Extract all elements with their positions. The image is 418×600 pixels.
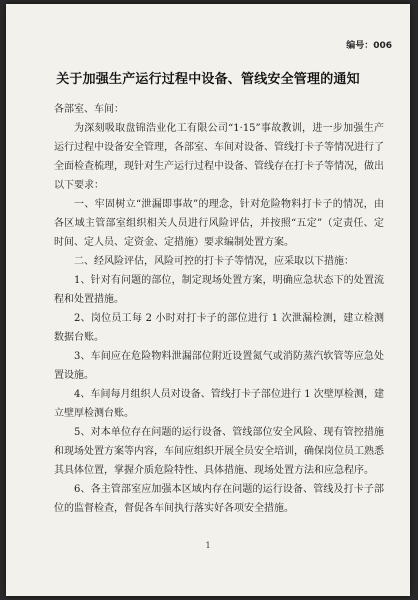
point-1-paragraph: 一、牢固树立“泄漏即事故”的理念，针对危险物料打卡子的情况，由各区域主管部室组织相关人员进行风险评估，并按照“五定”（定责任、定时间、定人员、定资金、定措施）要求编制处置方案。	[54, 199, 384, 248]
page-number: 1	[205, 541, 211, 550]
measure-4: 4、车间每月组织人员对设备、管线打卡子部位进行 1 次壁厚检测，建立壁厚检测台账。	[54, 389, 384, 419]
point-2-paragraph: 二、经风险评估，风险可控的打卡子等情况，应采取以下措施：	[74, 256, 354, 267]
document-body	[54, 100, 384, 518]
intro-paragraph: 为深刻吸取盘锦浩业化工有限公司“1·15”事故教训，进一步加强生产运行过程中设备安全管理，各部室、车间对设备、管线打卡子等情况进行了全面检查梳理，现针对生产运行过程中设备、管线存在打卡子等情况，做出以下要求：	[54, 123, 384, 191]
measure-2: 2、岗位员工每 2 小时对打卡子的部位进行 1 次泄漏检测，建立检测数据台账。	[54, 313, 384, 343]
document-number: 编号：006	[346, 41, 392, 51]
measure-6: 6、各主管部室应加强本区域内存在问题的运行设备、管线及打卡子部位的监督检查，督促各车间执行落实好各项安全措施。	[54, 484, 384, 514]
measure-3: 3、车间应在危险物料泄漏部位附近设置氮气或消防蒸汽软管等应急处置设施。	[54, 351, 384, 381]
document-title: 关于加强生产运行过程中设备、管线安全管理的通知	[56, 72, 360, 87]
measure-5: 5、对本单位存在问题的运行设备、管线部位安全风险、现有管控措施和现场处置方案等内容，车间应组织开展全员安全培训，确保岗位员工熟悉其具体位置，掌握介质危险特性、具体措施、现场处置方法和应急程序。	[54, 427, 384, 476]
document-page	[6, 4, 410, 596]
salutation: 各部室、车间：	[54, 104, 124, 115]
measure-1: 1、针对有问题的部位，制定现场处置方案，明确应急状态下的处置流程和处置措施。	[54, 275, 384, 305]
